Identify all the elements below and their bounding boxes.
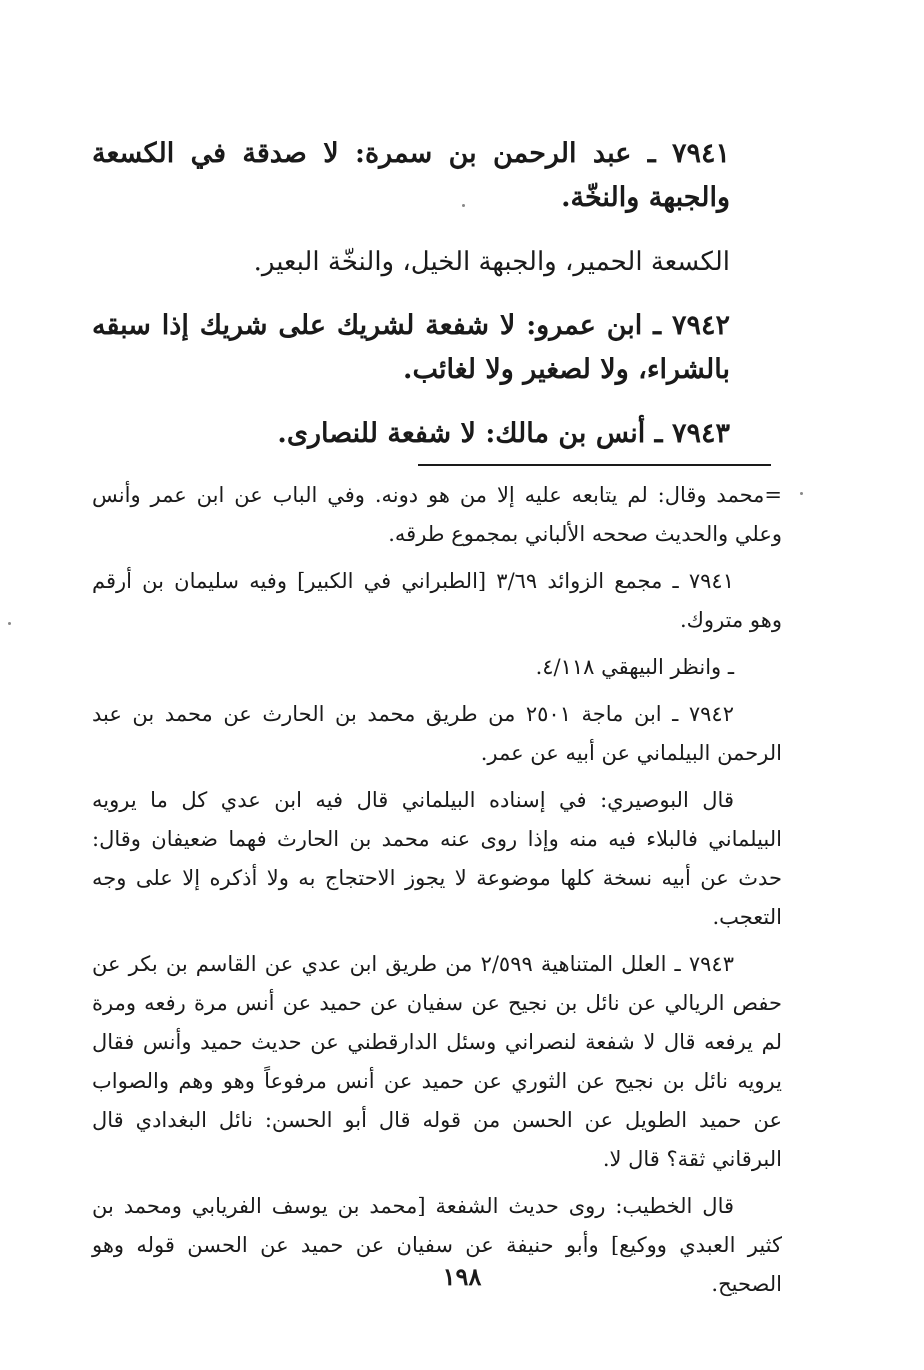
hadith-7942: ٧٩٤٢ ـ ابن عمرو: لا شفعة لشريك على شريك إذا سبقه بالشراء، ولا لصغير ولا لغائب. — [92, 310, 730, 385]
scan-speck — [462, 204, 465, 207]
footnote-7942-busiri: قال البوصيري: في إسناده البيلماني قال فيه ابن عدي كل ما يرويه البيلماني فالبلاء فيه منه وإذا روى عنه محمد بن الحارث فهما ضعيفان وقال: حدث عن أبيه نسخة كلها موضوعة لا يجوز الاحتجاج به ولا أذكره إلا على وجه التعجب. — [92, 788, 782, 929]
footnote-7942: ٧٩٤٢ ـ ابن ماجة ٢٥٠١ من طريق محمد بن الحارث عن محمد بن عبد الرحمن البيلماني عن أبيه عن عمر. — [92, 702, 782, 765]
footnote-7941-see-also: ـ وانظر البيهقي ٤/١١٨. — [535, 655, 734, 679]
footnote-7941: ٧٩٤١ ـ مجمع الزوائد ٣/٦٩ [الطبراني في الكبير] وفيه سليمان بن أرقم وهو متروك. — [92, 569, 782, 632]
page-number: ١٩٨ — [442, 1262, 482, 1291]
footnotes — [92, 476, 782, 1312]
footnote-divider — [418, 464, 771, 466]
main-text — [92, 132, 782, 476]
hadith-7943: ٧٩٤٣ ـ أنس بن مالك: لا شفعة للنصارى. — [277, 418, 730, 449]
scan-speck — [8, 622, 11, 625]
hadith-7941-gloss: الكسعة الحمير، والجبهة الخيل، والنخّة البعير. — [253, 247, 730, 277]
scan-speck — [800, 492, 803, 495]
footnote-7943-khatib: قال الخطيب: روى حديث الشفعة [محمد بن يوسف الفريابي ومحمد بن كثير العبدي ووكيع] وأبو حنيفة عن سفيان عن حميد عن الحسن قوله وهو الصحيح. — [92, 1194, 782, 1296]
footnote-7943: ٧٩٤٣ ـ العلل المتناهية ٢/٥٩٩ من طريق ابن عدي عن القاسم بن بكر عن حفص الريالي عن نائل بن نجيح عن سفيان عن حميد عن أنس مرة رفعه ومرة لم يرفعه قال لا شفعة لنصراني وسئل الدارقطني عن حديث حميد وأنس فقال يرويه نائل بن نجيح عن الثوري عن حميد عن أنس مرفوعاً وهو وهم والصواب عن حميد الطويل عن الحسن من قوله قال أبو الحسن: نائل البغدادي قال البرقاني ثقة؟ قال لا. — [92, 952, 782, 1171]
footnote-continuation: =محمد وقال: لم يتابعه عليه إلا من هو دونه. وفي الباب عن ابن عمر وأنس وعلي والحديث صححه الألباني بمجموع طرقه. — [92, 483, 782, 546]
hadith-7941: ٧٩٤١ ـ عبد الرحمن بن سمرة: لا صدقة في الكسعة والجبهة والنخّة. — [92, 138, 730, 213]
